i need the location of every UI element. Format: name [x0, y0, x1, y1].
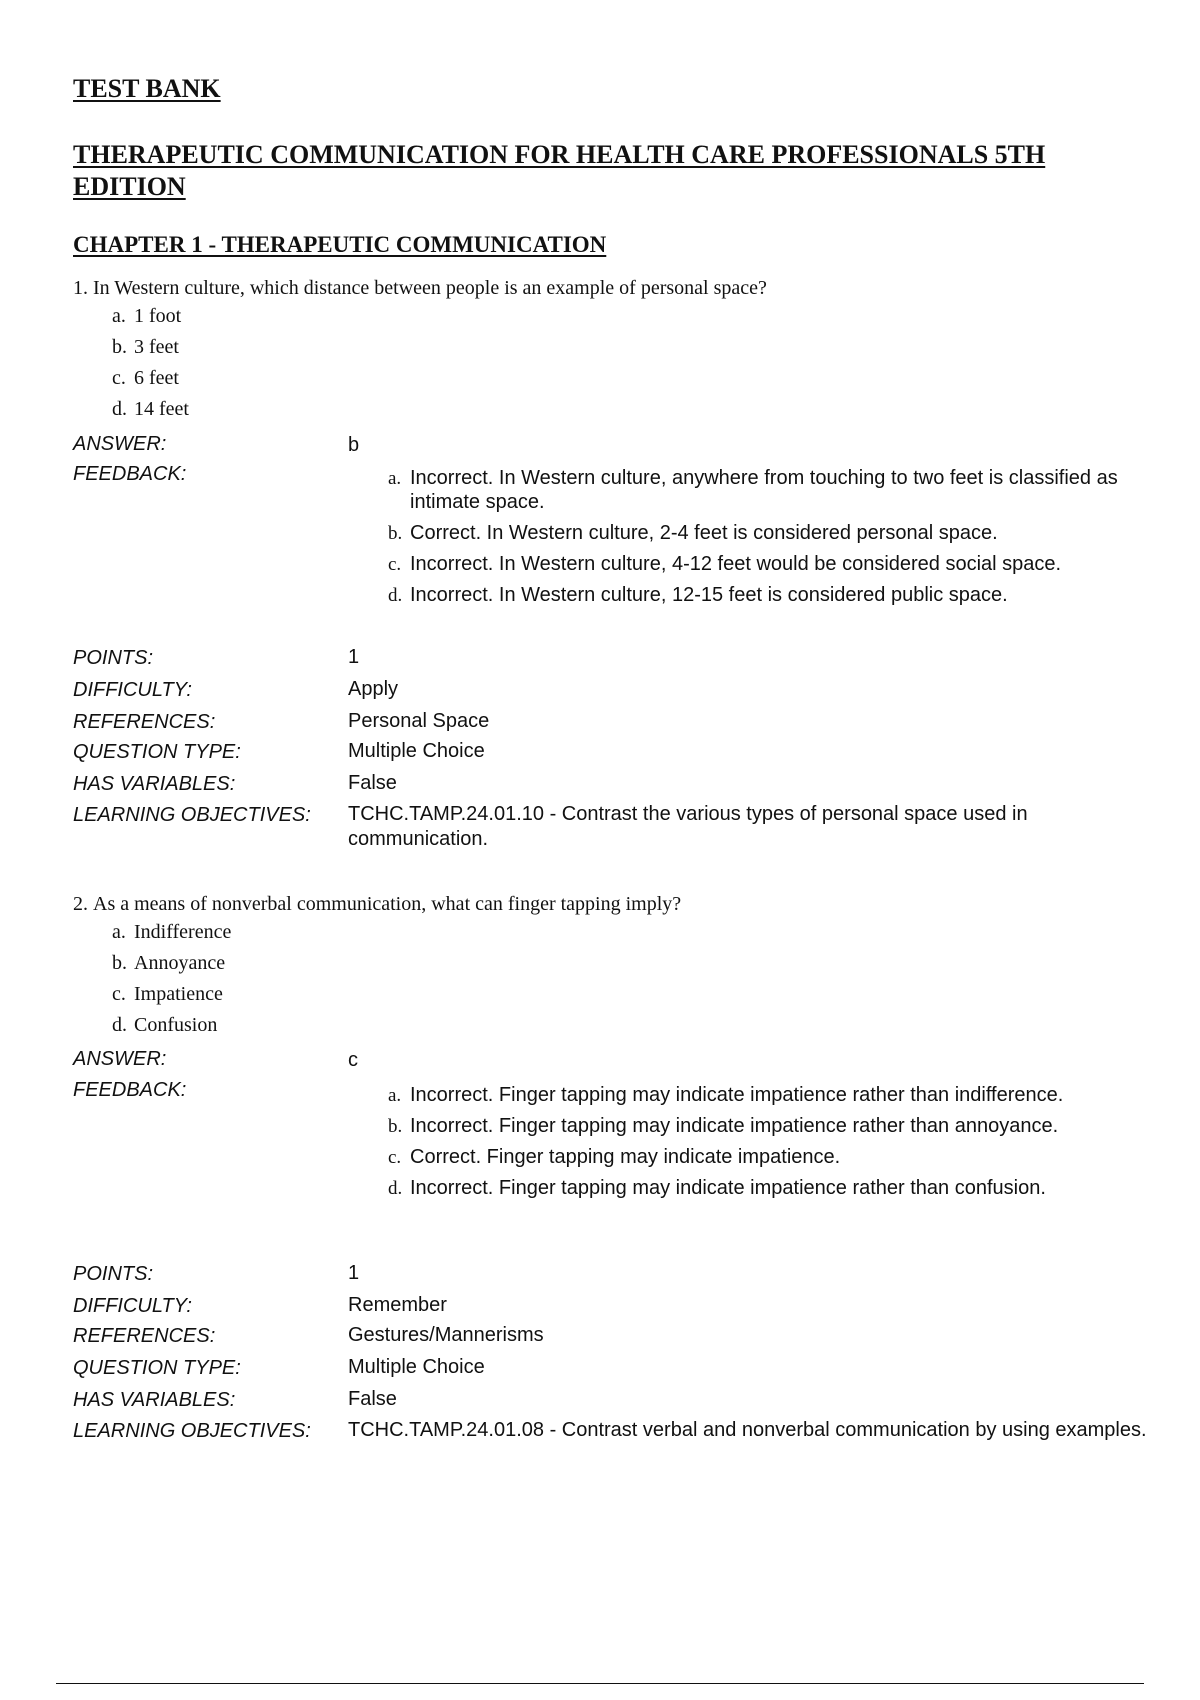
question-stem: [73, 277, 767, 300]
feedback-label: FEEDBACK:: [73, 1079, 187, 1101]
has-variables-label: HAS VARIABLES:: [73, 1389, 236, 1411]
choice-letter: c.: [112, 367, 126, 389]
difficulty-label: DIFFICULTY:: [73, 679, 192, 701]
question-number: 2.: [73, 893, 88, 915]
feedback-letter: c.: [388, 554, 402, 575]
points-value: 1: [348, 1262, 360, 1284]
choice-list: [112, 304, 189, 428]
choice-text: Confusion: [134, 1014, 218, 1036]
question-number: 1.: [73, 277, 88, 299]
feedback-text: Incorrect. In Western culture, 12-15 feet is considered public space.: [410, 584, 1008, 606]
difficulty-value: Remember: [348, 1294, 447, 1316]
references-value: Gestures/Mannerisms: [348, 1324, 544, 1346]
choice-letter: d.: [112, 1014, 127, 1036]
feedback-letter: d.: [388, 585, 403, 606]
chapter-heading: CHAPTER 1 - THERAPEUTIC COMMUNICATION: [73, 232, 607, 257]
feedback-text: Incorrect. In Western culture, anywhere from touching to two feet is classified as intimate space.: [410, 467, 1118, 513]
references-value: Personal Space: [348, 710, 490, 732]
feedback-text: Correct. Finger tapping may indicate impatience.: [410, 1146, 841, 1168]
choice-text: 1 foot: [134, 305, 182, 327]
feedback-letter: c.: [388, 1147, 402, 1168]
feedback-item: [388, 1176, 1133, 1200]
feedback-text: Correct. In Western culture, 2-4 feet is considered personal space.: [410, 522, 998, 544]
feedback-list: [388, 466, 1133, 614]
points-label: POINTS:: [73, 647, 154, 669]
choice-item: [112, 397, 189, 428]
choice-letter: a.: [112, 305, 126, 327]
feedback-letter: b.: [388, 1116, 403, 1137]
book-title: THERAPEUTIC COMMUNICATION FOR HEALTH CARE PROFESSIONALS 5TH EDITION: [73, 140, 1046, 201]
feedback-item: [388, 521, 1133, 545]
question-type-value: Multiple Choice: [348, 740, 485, 762]
feedback-item: [388, 466, 1133, 514]
choice-text: Annoyance: [134, 952, 226, 974]
feedback-letter: a.: [388, 1085, 402, 1106]
feedback-item: [388, 1114, 1133, 1138]
difficulty-value: Apply: [348, 678, 399, 700]
learning-objectives-label: LEARNING OBJECTIVES:: [73, 1420, 311, 1442]
has-variables-value: False: [348, 1388, 397, 1410]
feedback-letter: d.: [388, 1178, 403, 1199]
references-label: REFERENCES:: [73, 1325, 216, 1347]
question-text: In Western culture, which distance between people is an example of personal space?: [93, 277, 767, 299]
choice-item: [112, 920, 231, 951]
footer-divider: [56, 1683, 1144, 1684]
feedback-letter: a.: [388, 468, 402, 489]
choice-item: [112, 982, 231, 1013]
feedback-text: Incorrect. Finger tapping may indicate impatience rather than confusion.: [410, 1177, 1046, 1199]
feedback-list: [388, 1083, 1133, 1207]
question-stem: [73, 893, 681, 916]
choice-letter: d.: [112, 398, 127, 420]
choice-text: 14 feet: [134, 398, 189, 420]
choice-letter: a.: [112, 921, 126, 943]
choice-letter: b.: [112, 336, 127, 358]
learning-objectives-label: LEARNING OBJECTIVES:: [73, 804, 311, 826]
choice-item: [112, 335, 189, 366]
feedback-letter: b.: [388, 523, 403, 544]
answer-value: c: [348, 1049, 358, 1071]
document-title: TEST BANK: [73, 74, 221, 103]
difficulty-label: DIFFICULTY:: [73, 1295, 192, 1317]
answer-label: ANSWER:: [73, 1048, 167, 1070]
references-label: REFERENCES:: [73, 711, 216, 733]
learning-objectives-value: TCHC.TAMP.24.01.08 - Contrast verbal and nonverbal communication by using examples.: [348, 1419, 1147, 1441]
points-label: POINTS:: [73, 1263, 154, 1285]
choice-text: Indifference: [134, 921, 232, 943]
answer-label: ANSWER:: [73, 433, 167, 455]
feedback-text: Incorrect. Finger tapping may indicate impatience rather than annoyance.: [410, 1115, 1059, 1137]
answer-value: b: [348, 434, 360, 456]
feedback-text: Incorrect. Finger tapping may indicate impatience rather than indifference.: [410, 1084, 1064, 1106]
choice-list: [112, 920, 231, 1044]
choice-text: 3 feet: [134, 336, 179, 358]
feedback-item: [388, 552, 1133, 576]
feedback-item: [388, 1083, 1133, 1107]
has-variables-value: False: [348, 772, 397, 794]
choice-text: Impatience: [134, 983, 223, 1005]
choice-item: [112, 304, 189, 335]
question-text: As a means of nonverbal communication, what can finger tapping imply?: [93, 893, 682, 915]
choice-letter: b.: [112, 952, 127, 974]
feedback-item: [388, 583, 1133, 607]
feedback-label: FEEDBACK:: [73, 463, 187, 485]
learning-objectives-value: TCHC.TAMP.24.01.10 - Contrast the various types of personal space used in communication.: [348, 803, 1028, 850]
question-type-label: QUESTION TYPE:: [73, 741, 241, 763]
question-type-value: Multiple Choice: [348, 1356, 485, 1378]
feedback-item: [388, 1145, 1133, 1169]
question-type-label: QUESTION TYPE:: [73, 1357, 241, 1379]
feedback-text: Incorrect. In Western culture, 4-12 feet would be considered social space.: [410, 553, 1062, 575]
choice-text: 6 feet: [134, 367, 179, 389]
choice-item: [112, 366, 189, 397]
choice-item: [112, 1013, 231, 1044]
choice-letter: c.: [112, 983, 126, 1005]
choice-item: [112, 951, 231, 982]
has-variables-label: HAS VARIABLES:: [73, 773, 236, 795]
points-value: 1: [348, 646, 360, 668]
